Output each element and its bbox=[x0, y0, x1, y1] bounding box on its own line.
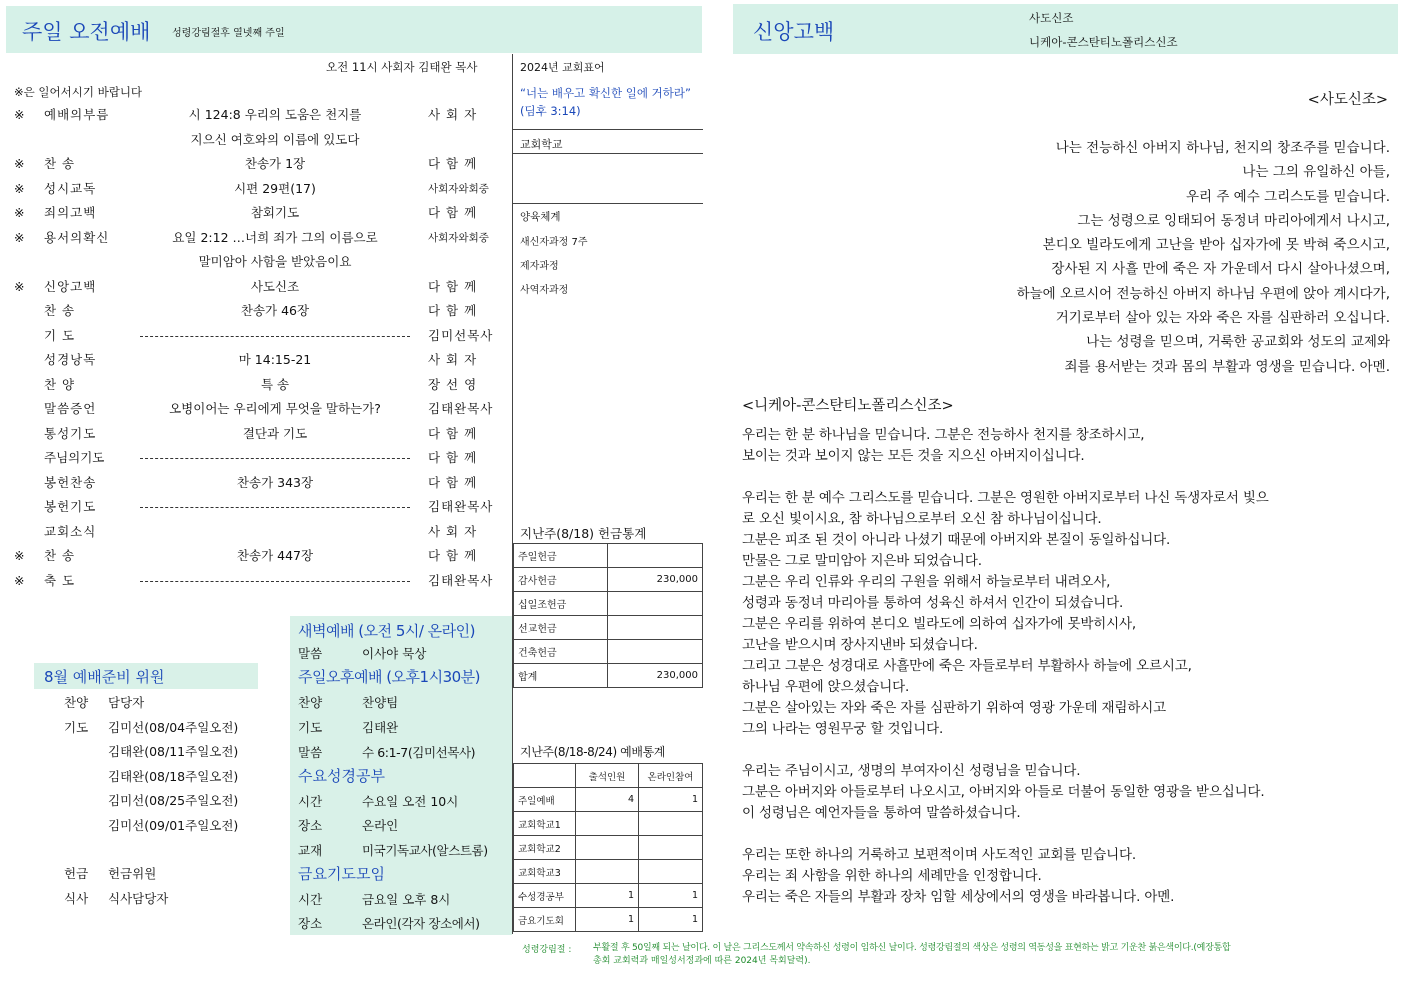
fri-value: 금요일 오후 8시 bbox=[362, 892, 451, 907]
fri-label: 시간 bbox=[298, 892, 323, 907]
order-row: 말미암아 사함을 받았음이요 bbox=[198, 254, 352, 269]
table-row: 십일조헌금 bbox=[514, 592, 703, 616]
church-motto bbox=[513, 54, 703, 130]
wed-label: 교재 bbox=[298, 843, 323, 858]
table-row: 교회학교3 bbox=[514, 860, 703, 884]
morning-service-header bbox=[6, 6, 702, 53]
prep-row-value: 김태완(08/18주일오전) bbox=[108, 769, 239, 784]
nurture-system bbox=[513, 205, 703, 295]
prep-row: 식사 bbox=[64, 891, 89, 906]
service-time: 오전 11시 사회자 김태완 목사 bbox=[326, 60, 478, 74]
attendance-table bbox=[513, 763, 703, 932]
dawn-value: 이사야 묵상 bbox=[362, 646, 427, 661]
order-row: ※ 예배의부름 시 124:8 우리의 도움은 천지를 사 회 자 bbox=[14, 107, 478, 122]
wed-label: 시간 bbox=[298, 794, 323, 809]
school-title: 교회학교 bbox=[520, 138, 563, 151]
pm-value: 김태완 bbox=[362, 720, 399, 735]
footer-label: 성령강림절 : bbox=[522, 945, 572, 955]
order-row: 통성기도 결단과 기도 다 함 께 bbox=[44, 425, 478, 441]
order-row: 찬 송 찬송가 46장 다 함 께 bbox=[44, 303, 478, 318]
table-row: 교회학교1 bbox=[514, 812, 703, 836]
order-row: ※ 찬 송 찬송가 447장 다 함 께 bbox=[14, 548, 478, 563]
table-row: 주일예배 4 1 bbox=[514, 788, 703, 812]
table-row: 주일헌금 bbox=[514, 544, 703, 568]
prep-row: 기도 bbox=[64, 720, 89, 735]
prep-row-value: 식사담당자 bbox=[108, 891, 169, 906]
nicene-creed-heading: <니케아-콘스탄티노폴리스신조> bbox=[742, 398, 954, 414]
pm-value: 수 6:1-7(김미선목사) bbox=[362, 745, 476, 760]
order-row: ※ 용서의확신 요일 2:12 …너희 죄가 그의 이름으로 사회자와회중 bbox=[14, 229, 489, 245]
offering-table bbox=[513, 543, 703, 688]
apostles-creed-heading: <사도신조> bbox=[1307, 92, 1388, 108]
order-row: 성경낭독 마 14:15-21 사 회 자 bbox=[44, 352, 478, 367]
table-row: 선교헌금 bbox=[514, 616, 703, 640]
prep-row-value: 김미선(08/04주일오전) bbox=[108, 720, 239, 735]
order-row: 기 도 김미선목사 bbox=[44, 327, 494, 343]
pm-value: 찬양팀 bbox=[362, 695, 399, 710]
order-row: ※ 신앙고백 사도신조 다 함 께 bbox=[14, 278, 478, 294]
prep-row-value: 김미선(08/25주일오전) bbox=[108, 793, 239, 808]
order-row: 봉헌기도 김태완목사 bbox=[44, 499, 494, 514]
order-row: ※ 축 도 김태완목사 bbox=[14, 572, 494, 588]
fri-title: 금요기도모임 bbox=[298, 865, 385, 883]
other-services bbox=[290, 616, 512, 935]
wed-value: 온라인 bbox=[362, 818, 399, 833]
pm-label: 찬양 bbox=[298, 695, 323, 710]
nurture-item: 사역자과정 bbox=[520, 285, 569, 296]
footer-note: 부활절 후 50일째 되는 날이다. 이 날은 그리스도께서 약속하신 성령이 임하신 날이다. 성령강림절의 색상은 성령의 역동성을 표현하는 밝고 기운찬 붉은색이다.(예장통합 총회 교회력과 매일성서정과에 따른 2024년 목회달력). bbox=[593, 943, 1231, 966]
nicene-creed: 우리는 한 분 하나님을 믿습니다. 그분은 전능하사 천지를 창조하시고, 보이는 것과 보이지 않는 모든 것을 지으신 아버지이십니다. 우리는 한 분 예수 그리스도를 믿습니다. 그분은 영원한 아버지로부터 나신 독생자로서 빛으 로 오신 빛이시요, 참 하나님으로부터 오신 참 하나님이십니다. 그분은 피조 된 것이 아니라 나셨기 때문에 아버지와 본질이 동일하십니다. 만물은 그로 말미암아 지은바 되었습니다. 그분은 우리 인류와 우리의 구원을 위해서 하늘로부터 내려오사, 성령과 동정녀 마리아를 통하여 성육신 하셔서 인간이 되셨습니다. 그분은 우리를 위하여 본디오 빌라도에 의하여 십자가에 못박히시사, 고난을 받으시며 장사지낸바 되셨습니다. 그리고 그분은 성경대로 사흘만에 죽은 자들로부터 부활하사 하늘에 오르시고, 하나님 우편에 앉으셨습니다. 그분은 살아있는 자와 죽은 자를 심판하기 위하여 영광 가운데 재림하시고 그의 나라는 영원무궁 할 것입니다. 우리는 주님이시고, 생명의 부여자이신 성령님을 믿습니다. 그분은 아버지와 아들로부터 나오시고, 아버지와 아들로 더불어 동일한 영광을 받으십니다. 이 성령님은 예언자들을 통하여 말씀하셨습니다. 우리는 또한 하나의 거룩하고 보편적이며 사도적인 교회를 믿습니다. 우리는 죄 사함을 위한 하나의 세례만을 인정합니다. 우리는 죽은 자들의 부활과 장차 임할 세상에서의 영생을 바라봅니다. 아멘. bbox=[742, 427, 1269, 905]
order-row: 지으신 여호와의 이름에 있도다 bbox=[190, 131, 360, 147]
prep-row-value: 담당자 bbox=[108, 695, 145, 710]
church-school bbox=[513, 130, 703, 154]
pm-label: 기도 bbox=[298, 720, 323, 735]
motto-title: 2024년 교회표어 bbox=[520, 61, 605, 74]
wed-value: 미국기독교사(알스트롬) bbox=[362, 843, 488, 858]
order-row: 말씀증언 오병이어는 우리에게 무엇을 말하는가? 김태완목사 bbox=[44, 401, 494, 416]
prep-committee bbox=[34, 663, 258, 923]
wed-title: 수요성경공부 bbox=[298, 767, 385, 785]
prep-title: 8월 예배준비 위원 bbox=[44, 668, 165, 686]
order-row: ※ 죄의고백 참회기도 다 함 께 bbox=[14, 205, 478, 220]
nurture-item: 새신자과정 7주 bbox=[520, 237, 588, 248]
dawn-title: 새벽예배 (오전 5시/ 온라인) bbox=[298, 622, 476, 640]
order-row: ※ 성시교독 시편 29편(17) 사회자와회중 bbox=[14, 180, 489, 196]
table-row: 건축헌금 bbox=[514, 640, 703, 664]
table-row: 합계 230,000 bbox=[514, 664, 703, 688]
nurture-title: 양육체계 bbox=[520, 211, 561, 223]
fri-label: 장소 bbox=[298, 916, 323, 931]
creed-header bbox=[733, 4, 1398, 54]
order-row: 교회소식 사 회 자 bbox=[44, 523, 478, 539]
order-row: 봉헌찬송 찬송가 343장 다 함 께 bbox=[44, 474, 478, 490]
table-row: 출석인원 온라인참여 bbox=[514, 764, 703, 788]
prep-row-value: 헌금위원 bbox=[108, 866, 157, 881]
apostles-creed: 나는 전능하신 아버지 하나님, 천지의 창조주를 믿습니다. 나는 그의 유일하신 아들, 우리 주 예수 그리스도를 믿습니다. 그는 성령으로 잉태되어 동정녀 마리아에게서 나시고, 본디오 빌라도에게 고난을 받아 십자가에 못 박혀 죽으시고, 장사된 지 사흘 만에 죽은 자 가운데서 다시 살아나셨으며, 하늘에 오르시어 전능하신 아버지 하나님 우편에 앉아 계시다가, 거기로부터 살아 있는 자와 죽은 자를 심판하러 오십니다. 나는 성령을 믿으며, 거룩한 공교회와 성도의 교제와 죄를 용서받는 것과 몸의 부활과 영생을 믿습니다. 아멘. bbox=[1016, 140, 1390, 375]
nurture-item: 제자과정 bbox=[520, 261, 559, 272]
fri-value: 온라인(각자 장소에서) bbox=[362, 916, 480, 931]
wed-value: 수요일 오전 10시 bbox=[362, 794, 459, 809]
prep-row: 찬양 bbox=[64, 695, 89, 710]
creed-title: 신앙고백 bbox=[753, 20, 835, 44]
pm-title: 주일오후예배 (오후1시30분) bbox=[298, 668, 481, 686]
nurture-divider bbox=[513, 203, 703, 204]
order-of-service bbox=[0, 103, 512, 593]
offering-title: 지난주(8/18) 헌금통계 bbox=[520, 526, 647, 541]
motto-text: “너는 배우고 확신한 일에 거하라” (딤후 3:14) bbox=[520, 86, 691, 118]
prep-row: 헌금 bbox=[64, 866, 89, 881]
table-row: 교회학교2 bbox=[514, 836, 703, 860]
pm-label: 말씀 bbox=[298, 745, 323, 760]
creed-sub1: 사도신조 bbox=[1029, 11, 1074, 25]
order-row: 주님의기도 다 함 께 bbox=[44, 450, 478, 465]
table-row: 수성경공부 1 1 bbox=[514, 884, 703, 908]
page-title: 주일 오전예배 bbox=[22, 20, 151, 44]
table-row: 금요기도회 1 1 bbox=[514, 908, 703, 932]
order-row: ※ 찬 송 찬송가 1장 다 함 께 bbox=[14, 156, 478, 171]
order-row: 찬 양 특 송 장 선 영 bbox=[44, 376, 478, 392]
attendance-title: 지난주(8/18-8/24) 예배통계 bbox=[520, 745, 665, 759]
prep-row-value: 김미선(09/01주일오전) bbox=[108, 818, 239, 833]
prep-title-bar bbox=[34, 663, 258, 689]
prep-row-value: 김태완(08/11주일오전) bbox=[108, 744, 239, 759]
stand-note: ※은 일어서시기 바랍니다 bbox=[14, 85, 143, 99]
dawn-label: 말씀 bbox=[298, 646, 323, 661]
wed-label: 장소 bbox=[298, 818, 323, 833]
page-subtitle: 성령강림절후 열넷째 주일 bbox=[172, 28, 285, 39]
creed-sub2: 니케아-콘스탄티노폴리스신조 bbox=[1029, 35, 1178, 49]
table-row: 감사헌금 230,000 bbox=[514, 568, 703, 592]
